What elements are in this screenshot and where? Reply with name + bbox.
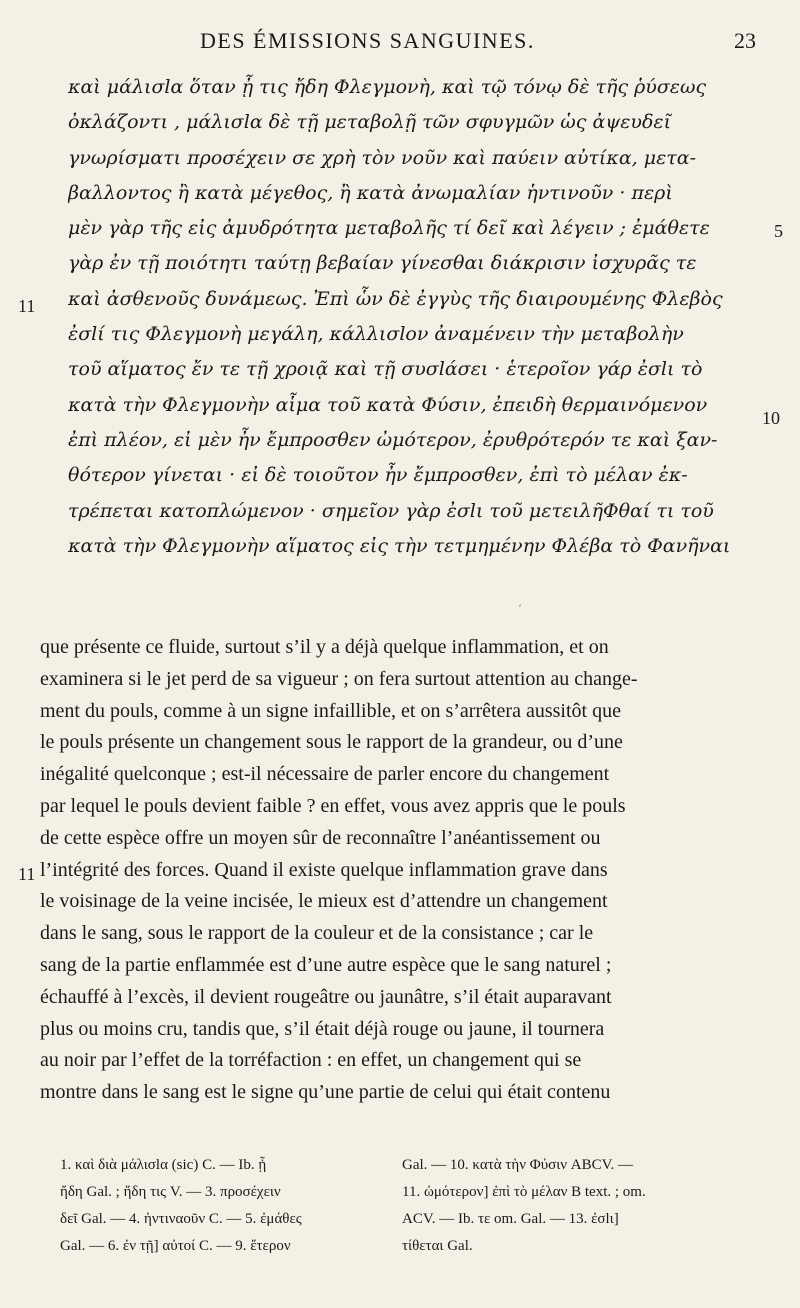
greek-line: ὀκλάζοντι , μάλισlα δὲ τῇ μεταβολῇ τῶν σφυγμῶν ὡς ἀψευδεῖ <box>68 111 672 134</box>
french-line: le voisinage de la veine incisée, le mieux est d’attendre un changement <box>40 890 608 913</box>
greek-line: καὶ ἀσθενοῦς δυνάμεως. Ἐπὶ ὧν δὲ ἐγγὺς τῆς διαιρουμένης Φλεβὸς <box>68 287 723 310</box>
footnote-line: δεῖ Gal. — 4. ἡντιναοῦν C. — 5. ἐμάθες <box>60 1211 302 1227</box>
french-line: montre dans le sang est le signe qu’une partie de celui qui était contenu <box>40 1081 611 1104</box>
greek-line: ἐσlί τις Φλεγμονὴ μεγάλη, κάλλισlον ἀναμένειν τὴν μεταβολὴν <box>68 323 684 346</box>
line-number-marker: 10 <box>762 408 780 428</box>
french-line: ment du pouls, comme à un signe infaillible, et on s’arrêtera aussitôt que <box>40 699 621 722</box>
french-line: dans le sang, sous le rapport de la couleur et de la consistance ; car le <box>40 922 594 945</box>
french-line: l’intégrité des forces. Quand il existe quelque inflammation grave dans <box>40 858 608 881</box>
divider-mark: ʼ <box>518 604 522 615</box>
greek-line: βαλλοντος ἢ κατὰ μέγεθος, ἢ κατὰ ἀνωμαλίαν ἡντινοῦν · περὶ <box>68 181 673 204</box>
greek-line: τοῦ αἵματος ἔν τε τῇ χροιᾷ καὶ τῇ συσlάσει · ἑτεροῖον γάρ ἐσlι τὸ <box>68 358 703 381</box>
greek-line: θότερον γίνεται · εἰ δὲ τοιοῦτον ἦν ἔμπροσθεν, ἐπὶ τὸ μέλαν ἐκ- <box>68 464 688 487</box>
footnote-line: 11. ὠμότερον] ἐπὶ τὸ μέλαν B text. ; om. <box>402 1184 646 1200</box>
greek-line: κατὰ τὴν Φλεγμονὴν αἵματος εἰς τὴν τετμημένην Φλέβα τὸ Φανῆναι <box>68 534 731 557</box>
greek-line: μὲν γὰρ τῆς εἰς ἀμυδρότητα μεταβολῆς τί δεῖ καὶ λέγειν ; ἐμάθετε <box>68 217 710 240</box>
greek-line: ἐπὶ πλέον, εἰ μὲν ἦν ἔμπροσθεν ὠμότερον, ἐρυθρότερόν τε καὶ ξαν- <box>68 428 718 451</box>
greek-line: καὶ μάλισlα ὅταν ᾖ τις ἤδη Φλεγμονὴ, καὶ τῷ τόνῳ δὲ τῆς ῥύσεως <box>68 76 707 98</box>
chapter-number-marker: 11 <box>18 296 36 316</box>
footnote-line: ἤδη Gal. ; ἤδη τις V. — 3. προσέχειν <box>60 1184 281 1200</box>
greek-line: γὰρ ἐν τῇ ποιότητι ταύτῃ βεβαίαν γίνεσθαι διάκρισιν ἰσχυρᾶς τε <box>68 252 697 275</box>
footnote-line: Gal. — 6. ἐν τῇ] αὐτοί C. — 9. ἕτερον <box>60 1238 291 1254</box>
french-line: échauffé à l’excès, il devient rougeâtre ou jaunâtre, s’il était auparavant <box>40 985 612 1008</box>
footnotes-left-column <box>60 1152 390 1260</box>
page-number: 23 <box>734 28 756 53</box>
french-line: au noir par l’effet de la torréfaction : en effet, un changement qui se <box>40 1049 582 1072</box>
greek-text-block <box>68 70 750 564</box>
french-line: de cette espèce offre un moyen sûr de reconnaître l’anéantissement ou <box>40 826 601 849</box>
french-line: le pouls présente un changement sous le rapport de la grandeur, ou d’une <box>40 731 623 754</box>
french-line: sang de la partie enflammée est d’une autre espèce que le sang naturel ; <box>40 953 612 976</box>
footnote-line: 1. καὶ διὰ μάλισlα (sic) C. — Ib. ᾖ <box>60 1157 267 1173</box>
french-line: inégalité quelconque ; est-il nécessaire de parler encore du changement <box>40 763 610 786</box>
footnote-line: Gal. — 10. κατὰ τὴν Φύσιν ABCV. — <box>402 1157 634 1173</box>
french-line: par lequel le pouls devient faible ? en effet, vous avez appris que le pouls <box>40 794 626 817</box>
chapter-number-marker: 11 <box>18 864 36 884</box>
running-title: DES ÉMISSIONS SANGUINES. <box>200 28 535 53</box>
footnotes <box>60 1152 760 1262</box>
footnote-line: ACV. — Ib. τε om. Gal. — 13. ἐσlι] <box>402 1211 619 1227</box>
french-text-block <box>40 632 752 1109</box>
french-line: examinera si le jet perd de sa vigueur ; on fera surtout attention au change- <box>40 667 638 690</box>
footnote-line: τίθεται Gal. <box>402 1238 473 1254</box>
greek-line: γνωρίσματι προσέχειν σε χρὴ τὸν νοῦν καὶ παύειν αὐτίκα, μετα- <box>68 146 697 169</box>
french-line: que présente ce fluide, surtout s’il y a déjà quelque inflammation, et on <box>40 636 609 658</box>
greek-line: τρέπεται κατοπλώμενον · σημεῖον γὰρ ἐσlι τοῦ μετειλῆΦθαί τι τοῦ <box>68 499 714 522</box>
greek-line: κατὰ τὴν Φλεγμονὴν αἷμα τοῦ κατὰ Φύσιν, ἐπειδὴ θερμαινόμενον <box>68 393 708 416</box>
footnotes-right-column <box>402 1152 762 1260</box>
line-number-marker: 5 <box>774 221 783 241</box>
page-header <box>0 24 800 58</box>
french-line: plus ou moins cru, tandis que, s’il était déjà rouge ou jaune, il tournera <box>40 1017 605 1040</box>
